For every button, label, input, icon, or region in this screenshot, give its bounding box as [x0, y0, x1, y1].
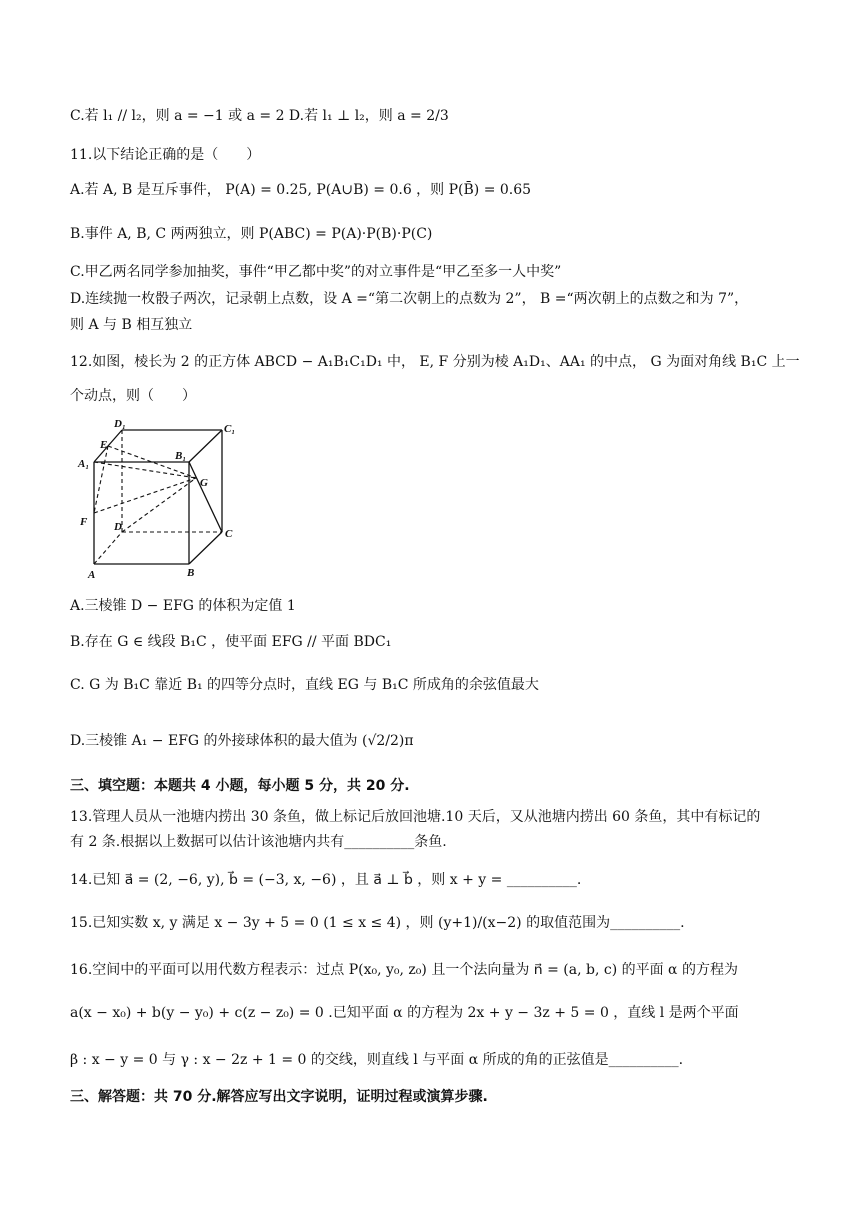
q11-stem: 11.以下结论正确的是（ ） [70, 147, 261, 163]
edge-bc [189, 532, 222, 564]
label-g: G [200, 477, 208, 489]
edge-b1c [189, 462, 222, 532]
q16-stem: 16.空间中的平面可以用代数方程表示：过点 P(x₀, y₀, z₀) 且一个法向量为 n⃗ = (a, b, c) 的平面 α 的方程为 [70, 962, 738, 978]
q11-option-d: D.连续抛一枚骰子两次，记录朝上点数，设 A =“第二次朝上的点数为 2”， B =“两次朝上的点数之和为 7”， [70, 291, 749, 307]
q12-option-c: C. G 为 B₁C 靠近 B₁ 的四等分点时，直线 EG 与 B₁C 所成角的余弦值最大 [70, 677, 539, 693]
seg-a1g [94, 462, 196, 478]
q12-option-b: B.存在 G ∈ 线段 B₁C ，使平面 EFG // 平面 BDC₁ [70, 634, 392, 650]
q12-stem: 12.如图，棱长为 2 的正方体 ABCD − A₁B₁C₁D₁ 中， E, F 分别为棱 A₁D₁、AA₁ 的中点， G 为面对角线 B₁C 上一 [70, 354, 800, 370]
label-c1: C₁ [224, 423, 236, 435]
q12-option-d: D.三棱锥 A₁ − EFG 的外接球体积的最大值为 (√2/2)π [70, 733, 414, 749]
edge-b1c1 [189, 430, 222, 462]
q10-options-c-d: C.若 l₁ // l₂，则 a = −1 或 a = 2 D.若 l₁ ⊥ l₂，则 a = 2/3 [70, 108, 449, 124]
q16-equation: a(x − x₀) + b(y − y₀) + c(z − z₀) = 0 .已知平面 α 的方程为 2x + y − 3z + 5 = 0 ，直线 l 是两个平面 [70, 1005, 739, 1021]
q11-option-d-cont: 则 A 与 B 相互独立 [70, 317, 193, 333]
label-b1: B₁ [175, 450, 187, 462]
q11-option-a: A.若 A, B 是互斥事件， P(A) = 0.25, P(A∪B) = 0.6 ，则 P(B̄) = 0.65 [70, 182, 532, 198]
label-f: F [80, 516, 88, 528]
cube-diagram [74, 418, 250, 582]
cube-figure [74, 418, 250, 582]
label-d1: D₁ [114, 418, 126, 430]
seg-fg [94, 478, 196, 513]
q12-stem-cont: 个动点，则（ ） [70, 388, 196, 404]
edge-ad [94, 532, 122, 564]
q12-option-a: A.三棱锥 D − EFG 的体积为定值 1 [70, 598, 296, 614]
label-e: E [100, 439, 108, 451]
q14-stem: 14.已知 a⃗ = (2, −6, y), b⃗ = (−3, x, −6) ，且 a⃗ ⊥ b⃗ ，则 x + y = __________. [70, 872, 582, 888]
seg-ef [94, 446, 108, 513]
q15-stem: 15.已知实数 x, y 满足 x − 3y + 5 = 0 (1 ≤ x ≤ 4) ，则 (y+1)/(x−2) 的取值范围为__________. [70, 915, 685, 931]
q13-stem-cont: 有 2 条.根据以上数据可以估计该池塘内共有__________条鱼. [70, 834, 447, 850]
label-c: C [225, 528, 233, 540]
label-d: D [114, 521, 122, 533]
q13-stem: 13.管理人员从一池塘内捞出 30 条鱼，做上标记后放回池塘.10 天后，又从池塘内捞出 60 条鱼，其中有标记的 [70, 809, 761, 825]
label-b: B [187, 567, 195, 579]
label-a: A [88, 569, 96, 581]
seg-dg [122, 478, 196, 532]
q16-stem-cont: β : x − y = 0 与 γ : x − 2z + 1 = 0 的交线，则直线 l 与平面 α 所成的角的正弦值是__________. [70, 1052, 684, 1068]
label-a1: A₁ [78, 458, 90, 470]
section-fill-blank-heading: 三、填空题：本题共 4 小题，每小题 5 分，共 20 分. [70, 778, 410, 794]
q11-option-c: C.甲乙两名同学参加抽奖，事件“甲乙都中奖”的对立事件是“甲乙至多一人中奖” [70, 264, 562, 280]
section-answer-heading: 三、解答题：共 70 分.解答应写出文字说明，证明过程或演算步骤. [70, 1089, 488, 1105]
q11-option-b: B.事件 A, B, C 两两独立，则 P(ABC) = P(A)·P(B)·P(C) [70, 226, 433, 242]
